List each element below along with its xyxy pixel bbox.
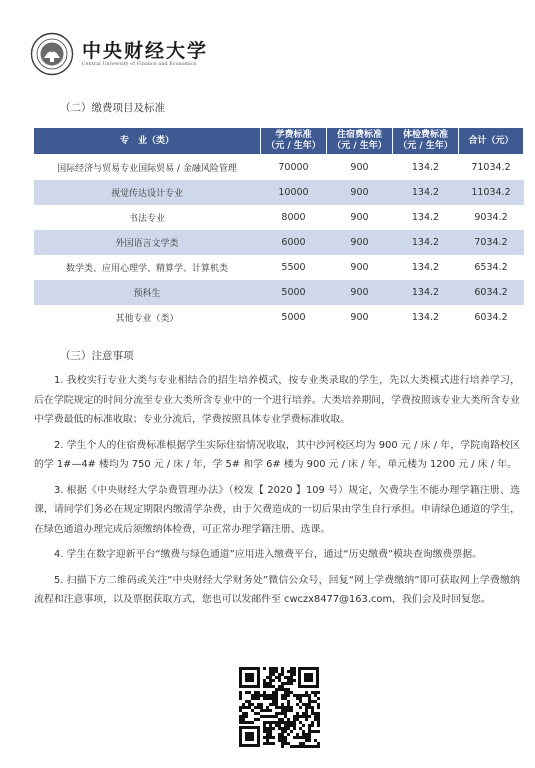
cell-tuition: 10000 xyxy=(261,180,327,205)
cell-tuition: 5000 xyxy=(281,311,306,323)
cell-major: 数学类、应用心理学、精算学、计算机类 xyxy=(65,263,228,274)
university-seal-icon xyxy=(30,32,74,76)
cell-total: 9034.2 xyxy=(474,211,508,223)
university-header xyxy=(30,30,250,80)
note-paragraph: 5. 扫描下方二维码或关注“中央财经大学财务处”微信公众号，回复“网上学费缴纳”即可获取网上学费缴纳流程和注意事项，以及票据获取方式，您也可以发邮件至 cwczx8477@163.com，我们会及时回复您。 xyxy=(34,574,520,605)
table-row xyxy=(34,305,524,330)
cell-exam: 134.2 xyxy=(411,161,440,173)
cell-total: 6534.2 xyxy=(474,261,508,273)
header-major: 专 业（类） xyxy=(34,128,261,155)
table-row xyxy=(34,280,524,305)
table-row xyxy=(34,180,524,205)
notes-list xyxy=(34,371,520,616)
table-row xyxy=(34,230,524,255)
cell-lodging: 900 xyxy=(350,261,369,273)
cell-total: 71034.2 xyxy=(471,161,511,173)
cell-major: 书法专业 xyxy=(128,213,165,224)
header-tuition: 学费标准 （元 / 生年） xyxy=(261,128,327,155)
section-title-notes: （三）注意事项 xyxy=(60,350,134,362)
cell-tuition: 6000 xyxy=(261,230,327,255)
note-paragraph: 4. 学生在数字迎新平台“缴费与绿色通道”应用进入缴费平台，通过“历史缴费”模块查询缴费票据。 xyxy=(54,549,483,560)
cell-lodging: 900 xyxy=(327,180,393,205)
cell-major: 预科生 xyxy=(34,280,261,305)
cell-exam: 134.2 xyxy=(393,230,459,255)
table-row xyxy=(34,155,524,180)
cell-lodging: 900 xyxy=(350,161,369,173)
cell-major: 国际经济与贸易专业国际贸易 / 金融风险管理 xyxy=(57,163,237,174)
cell-lodging: 900 xyxy=(350,311,369,323)
cell-major: 其他专业（类） xyxy=(115,313,179,324)
cell-total: 11034.2 xyxy=(459,180,524,205)
cell-lodging: 900 xyxy=(327,280,393,305)
note-paragraph: 2. 学生个人的住宿费标准根据学生实际住宿情况收取，其中沙河校区均为 900 元 / 床 / 年，学院南路校区的学 1#—4# 楼均为 750 元 / 床 / 年，学 5# 和学 6# 楼为 900 元 / 床 / 年，单元楼为 1200 元 / 床 / 年。 xyxy=(34,439,520,470)
cell-total: 6034.2 xyxy=(474,311,508,323)
cell-tuition: 70000 xyxy=(278,161,309,173)
cell-lodging: 900 xyxy=(350,211,369,223)
fee-table xyxy=(33,127,524,330)
cell-tuition: 8000 xyxy=(281,211,306,223)
cell-exam: 134.2 xyxy=(393,280,459,305)
cell-tuition: 5500 xyxy=(281,261,306,273)
table-row xyxy=(34,255,524,280)
note-paragraph: 3. 根据《中央财经大学杂费管理办法》（校发【 2020 】109 号）规定，欠费学生不能办理学籍注册、选课，请同学们务必在规定期限内缴清学杂费，由于欠费造成的一切后果由学生自行承担。申请绿色通道的学生，在绿色通道办理完成后须缴纳体检费，可正常办理学籍注册、选课。 xyxy=(34,484,520,535)
cell-total: 6034.2 xyxy=(459,280,524,305)
qr-code-icon[interactable] xyxy=(237,665,321,749)
university-name-english: Central University of Finance and Economics xyxy=(82,62,197,67)
header-exam: 体检费标准 （元 / 生年） xyxy=(393,128,459,155)
cell-major: 外国语言文学类 xyxy=(34,230,261,255)
fee-table-header-row xyxy=(34,128,524,155)
table-row xyxy=(34,205,524,230)
note-paragraph: 1. 我校实行专业大类与专业相结合的招生培养模式，按专业类录取的学生，先以大类模式进行培养学习，后在学院规定的时间分流至专业大类所含专业中的一个进行培养。大类培养期间，学费按照该专业大类所含专业中学费最低的标准收取；专业分流后，学费按照具体专业学费标准收取。 xyxy=(34,375,520,425)
header-lodging: 住宿费标准 （元 / 生年） xyxy=(327,128,393,155)
cell-major: 视觉传达设计专业 xyxy=(34,180,261,205)
university-name: 中央财经大学 xyxy=(82,40,209,62)
cell-total: 7034.2 xyxy=(459,230,524,255)
section-title-fees: （二）缴费项目及标准 xyxy=(60,102,165,114)
header-total: 合计（元） xyxy=(459,128,524,155)
cell-lodging: 900 xyxy=(327,230,393,255)
cell-exam: 134.2 xyxy=(393,180,459,205)
cell-exam: 134.2 xyxy=(411,261,440,273)
cell-exam: 134.2 xyxy=(411,311,440,323)
cell-tuition: 5000 xyxy=(261,280,327,305)
cell-exam: 134.2 xyxy=(411,211,440,223)
